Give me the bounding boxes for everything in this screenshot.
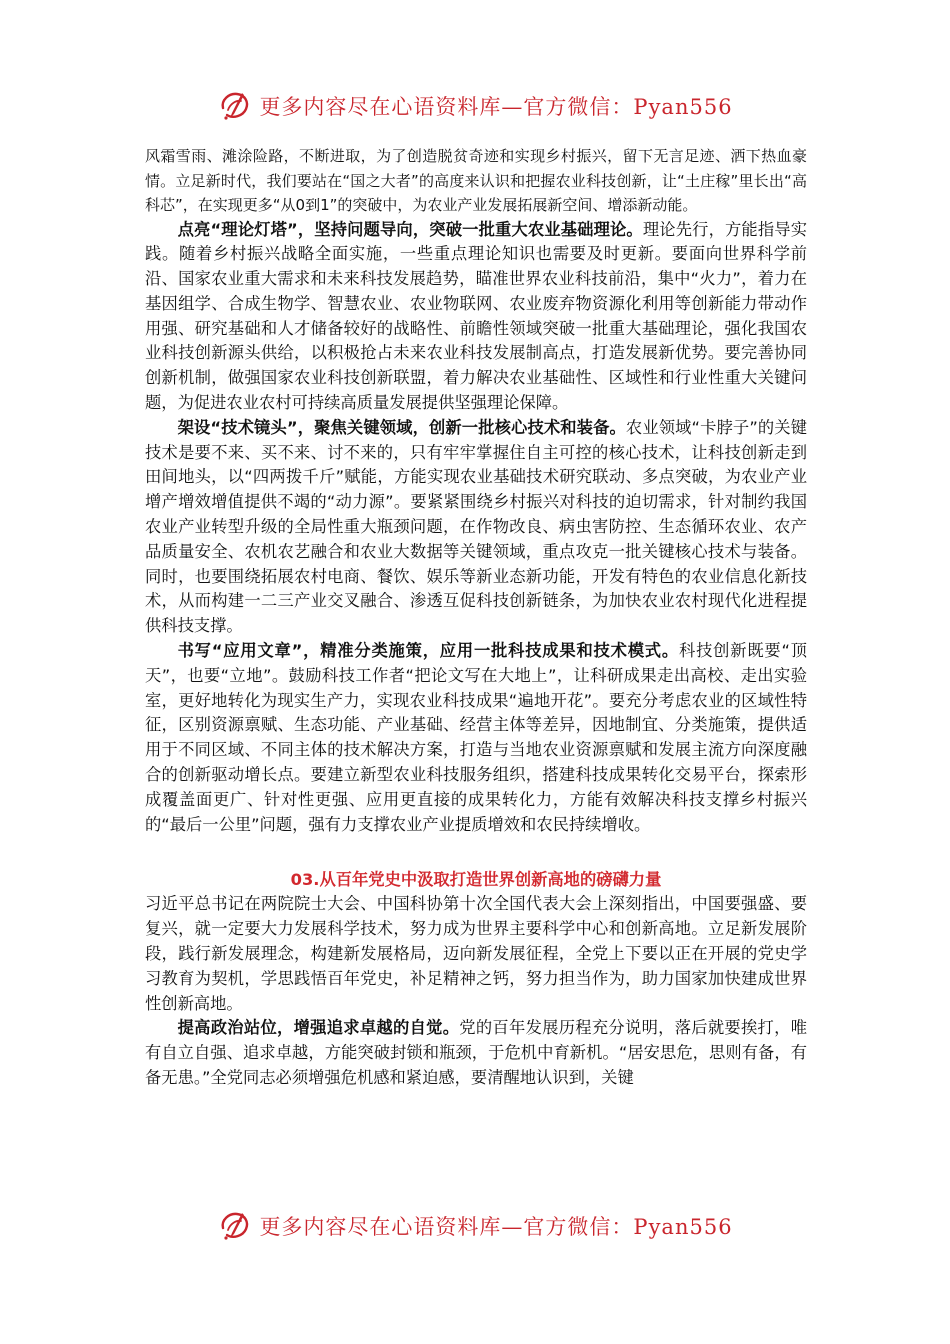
paragraph-technology-text: 农业领域“卡脖子”的关键技术是要不来、买不来、讨不来的，只有牢牢掌握住自主可控的核心技术，让科技创新走到田间地头，以“四两拨千斤”赋能，方能实现农业基础技术研究联动、多点突破，为农业产业增产增效增值提供不竭的“动力源”。要紧紧围绕乡村振兴对科技的迫切需求，针对制约我国农业产业转型升级的全局性重大瓶颈问题，在作物改良、病虫害防控、生态循环农业、农产品质量安全、农机农艺融合和农业大数据等关键领域，重点攻克一批关键核心技术与装备。同时，也要围绕拓展农村电商、餐饮、娱乐等新业态新功能，开发有特色的农业信息化新技术，从而构建一二三产业交叉融合、渗透互促科技创新链条，为加快农业农村现代化进程提供科技支撑。: [145, 417, 807, 636]
paragraph-theory: [145, 218, 807, 416]
paragraph-application: [145, 639, 807, 837]
banner-text: 更多内容尽在心语资料库—官方微信：Pyan556: [259, 1215, 733, 1239]
banner-text: 更多内容尽在心语资料库—官方微信：Pyan556: [259, 95, 733, 119]
paragraph-application-heading: 书写“应用文章”，精准分类施策，应用一批科技成果和技术模式。: [177, 641, 679, 661]
paragraph-technology-heading: 架设“技术镜头”，聚焦关键领域，创新一批核心技术和装备。: [177, 417, 626, 437]
paragraph-political-text: 党的百年发展历程充分说明，落后就要挨打，唯有自立自强、追求卓越，方能突破封锁和瓶颈，于危机中育新机。“居安思危，思则有备，有备无患。”全党同志必须增强危机感和紧迫感，要清醒地认识到，关键: [145, 1018, 807, 1087]
paragraph-application-text: 科技创新既要“顶天”，也要“立地”。鼓励科技工作者“把论文写在大地上”，让科研成果走出高校、走出实验室，更好地转化为现实生产力，实现农业科技成果“遍地开花”。要充分考虑农业的区域性特征，区别资源禀赋、生态功能、产业基础、经营主体等差异，因地制宜、分类施策，提供适用于不同区域、不同主体的技术解决方案，打造与当地农业资源禀赋和发展主流方向深度融合的创新驱动增长点。要建立新型农业科技服务组织，搭建科技成果转化交易平台，探索形成覆盖面更广、针对性更强、应用更直接的成果转化力，方能有效解决科技支撑乡村振兴的“最后一公里”问题，强有力支撑农业产业提质增效和农民持续增收。: [145, 641, 808, 834]
footer-banner: [0, 1206, 950, 1246]
paragraph-technology: [145, 416, 807, 639]
section-title: 03.从百年党史中汲取打造世界创新高地的磅礴力量: [290, 870, 662, 890]
header-banner: [0, 86, 950, 126]
paragraph-political: [145, 1016, 807, 1090]
pen-swirl-logo-icon: [217, 88, 253, 124]
intro-paragraph: 风霜雪雨、滩涂险路，不断进取，为了创造脱贫奇迹和实现乡村振兴，留下无言足迹、洒下热血豪情。立足新时代，我们要站在“国之大者”的高度来认识和把握农业科技创新，让“土庄稼”里长出“高科芯”，在实现更多“从0到1”的突破中，为农业产业发展拓展新空间、增添新动能。: [145, 147, 807, 214]
paragraph-section-intro: 习近平总书记在两院院士大会、中国科协第十次全国代表大会上深刻指出，中国要强盛、要复兴，就一定要大力发展科学技术，努力成为世界主要科学中心和创新高地。立足新发展阶段，践行新发展理念，构建新发展格局，迈向新发展征程，全党上下要以正在开展的党史学习教育为契机，学思践悟百年党史，补足精神之钙，努力担当作为，助力国家加快建成世界性创新高地。: [145, 894, 807, 1013]
paragraph-theory-heading: 点亮“理论灯塔”，坚持问题导向，突破一批重大农业基础理论。: [177, 219, 643, 239]
paragraph-political-heading: 提高政治站位，增强追求卓越的自觉。: [177, 1018, 460, 1038]
pen-swirl-logo-icon: [217, 1208, 253, 1244]
paragraph-theory-text: 理论先行，方能指导实践。随着乡村振兴战略全面实施，一些重点理论知识也需要及时更新。要面向世界科学前沿、国家农业重大需求和未来科技发展趋势，瞄准世界农业科技前沿，集中“火力”，着力在基因组学、合成生物学、智慧农业、农业物联网、农业废弃物资源化利用等创新能力带动作用强、研究基础和人才储备较好的战略性、前瞻性领域突破一批重大基础理论，强化我国农业科技创新源头供给，以积极抢占未来农业科技发展制高点，打造发展新优势。要完善协同创新机制，做强国家农业科技创新联盟，着力解决农业基础性、区域性和行业性重大关键问题，为促进农业农村可持续高质量发展提供坚强理论保障。: [145, 219, 807, 413]
article-body: [145, 144, 807, 1091]
